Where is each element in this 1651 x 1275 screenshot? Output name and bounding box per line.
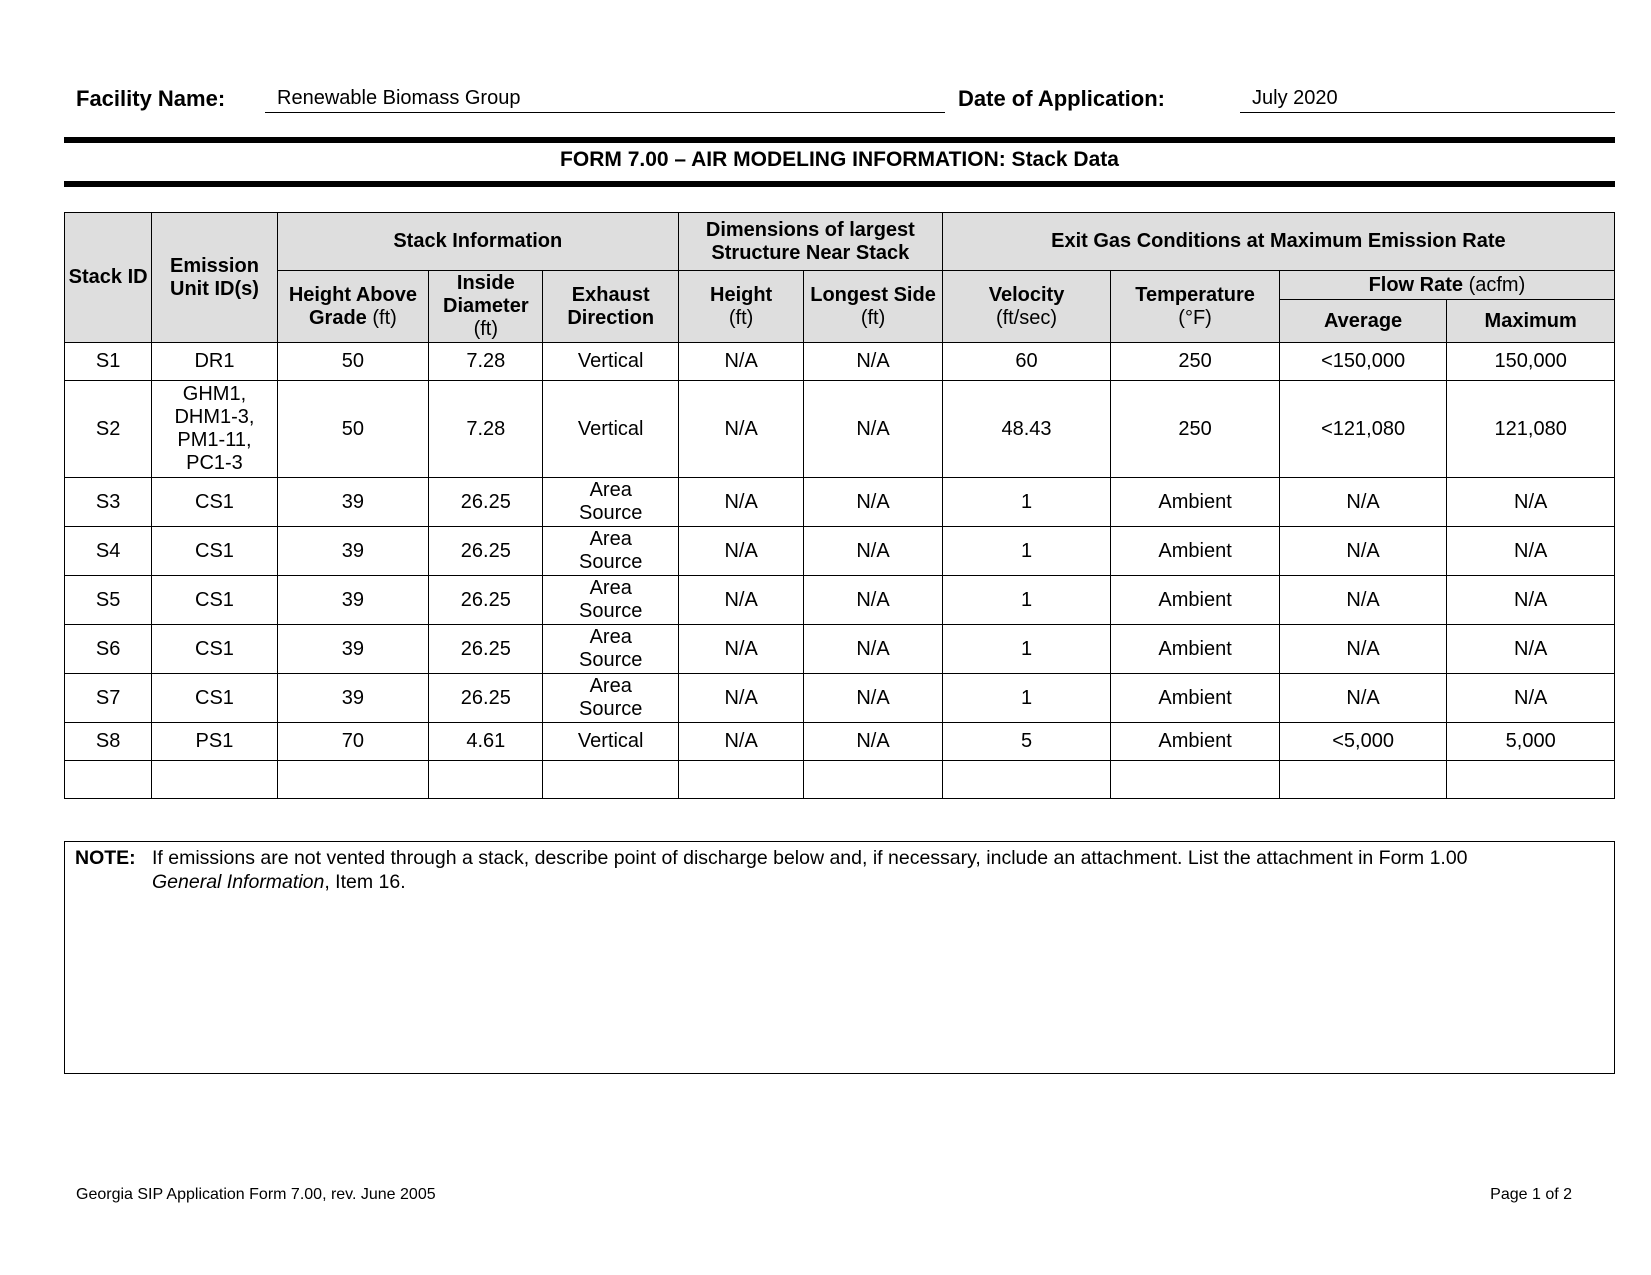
facility-name-label: Facility Name: bbox=[76, 86, 226, 111]
cell-velocity: 5 bbox=[942, 723, 1111, 761]
cell-stack: S7 bbox=[65, 674, 152, 723]
table-row bbox=[65, 343, 1615, 381]
header-emission-unit: Emission Unit ID(s) bbox=[152, 213, 277, 343]
cell-average: N/A bbox=[1279, 478, 1447, 527]
note-box[interactable] bbox=[64, 841, 1615, 1074]
note-text-line1: If emissions are not vented through a stack, describe point of discharge below and, if necessary, include an attachment. List the attachment in Form 1.00 bbox=[152, 847, 1468, 869]
cell-longest-side: N/A bbox=[804, 576, 942, 625]
header-dimensions-structure: Dimensions of largest Structure Near Stack bbox=[678, 213, 942, 271]
date-of-application-field[interactable]: July 2020 bbox=[1240, 83, 1615, 113]
form-title: FORM 7.00 – AIR MODELING INFORMATION: Stack Data bbox=[560, 148, 1119, 171]
cell-temperature: Ambient bbox=[1111, 576, 1280, 625]
cell-maximum: N/A bbox=[1447, 478, 1615, 527]
note-text-line2 bbox=[152, 870, 406, 894]
cell-stack: S1 bbox=[65, 343, 152, 381]
cell-longest-side: N/A bbox=[804, 723, 942, 761]
header-exhaust-direction: Exhaust Direction bbox=[543, 271, 678, 343]
cell-temperature: Ambient bbox=[1111, 478, 1280, 527]
cell-longest-side: N/A bbox=[804, 381, 942, 478]
note-reference-italic: General Information bbox=[152, 871, 325, 893]
cell-unit: CS1 bbox=[152, 527, 277, 576]
cell-height: 50 bbox=[277, 343, 428, 381]
cell-longest-side: N/A bbox=[804, 625, 942, 674]
header-height-above-grade: Height Above Grade (ft) bbox=[277, 271, 428, 343]
cell-stack: S4 bbox=[65, 527, 152, 576]
table-row bbox=[65, 381, 1615, 478]
table-row bbox=[65, 723, 1615, 761]
header-stack-id: Stack ID bbox=[65, 213, 152, 343]
cell-height: 39 bbox=[277, 576, 428, 625]
cell-empty[interactable] bbox=[152, 761, 277, 799]
cell-struct-height: N/A bbox=[678, 625, 803, 674]
cell-diameter: 26.25 bbox=[429, 576, 543, 625]
header-structure-height: Height (ft) bbox=[678, 271, 803, 343]
cell-temperature: 250 bbox=[1111, 343, 1280, 381]
cell-height: 39 bbox=[277, 625, 428, 674]
cell-direction: Area Source bbox=[543, 576, 678, 625]
cell-height: 70 bbox=[277, 723, 428, 761]
cell-velocity: 60 bbox=[942, 343, 1111, 381]
cell-struct-height: N/A bbox=[678, 723, 803, 761]
table-row bbox=[65, 527, 1615, 576]
header-flow-rate: Flow Rate (acfm) bbox=[1279, 271, 1614, 300]
header-temperature: Temperature (°F) bbox=[1111, 271, 1280, 343]
cell-diameter: 26.25 bbox=[429, 527, 543, 576]
cell-empty[interactable] bbox=[1279, 761, 1447, 799]
cell-temperature: Ambient bbox=[1111, 527, 1280, 576]
table-row-empty[interactable] bbox=[65, 761, 1615, 799]
title-rule-top bbox=[64, 137, 1615, 143]
cell-maximum: 150,000 bbox=[1447, 343, 1615, 381]
cell-empty[interactable] bbox=[277, 761, 428, 799]
cell-average: <5,000 bbox=[1279, 723, 1447, 761]
cell-average: N/A bbox=[1279, 576, 1447, 625]
cell-velocity: 1 bbox=[942, 478, 1111, 527]
cell-direction: Vertical bbox=[543, 723, 678, 761]
cell-struct-height: N/A bbox=[678, 576, 803, 625]
header-exit-gas-conditions: Exit Gas Conditions at Maximum Emission Rate bbox=[942, 213, 1614, 271]
header-stack-information: Stack Information bbox=[277, 213, 678, 271]
cell-average: <150,000 bbox=[1279, 343, 1447, 381]
header-longest-side: Longest Side (ft) bbox=[804, 271, 942, 343]
note-label: NOTE: bbox=[75, 847, 136, 869]
cell-average: N/A bbox=[1279, 674, 1447, 723]
cell-maximum: 121,080 bbox=[1447, 381, 1615, 478]
cell-direction: Area Source bbox=[543, 527, 678, 576]
table-row bbox=[65, 625, 1615, 674]
cell-height: 39 bbox=[277, 478, 428, 527]
header-inside-diameter: Inside Diameter (ft) bbox=[429, 271, 543, 343]
cell-temperature: Ambient bbox=[1111, 723, 1280, 761]
cell-velocity: 1 bbox=[942, 625, 1111, 674]
cell-temperature: 250 bbox=[1111, 381, 1280, 478]
cell-stack: S5 bbox=[65, 576, 152, 625]
cell-velocity: 1 bbox=[942, 576, 1111, 625]
cell-average: <121,080 bbox=[1279, 381, 1447, 478]
cell-longest-side: N/A bbox=[804, 343, 942, 381]
cell-velocity: 1 bbox=[942, 674, 1111, 723]
cell-velocity: 1 bbox=[942, 527, 1111, 576]
header-flow-maximum: Maximum bbox=[1447, 300, 1615, 343]
footer-page-number: Page 1 of 2 bbox=[1490, 1186, 1572, 1203]
cell-direction: Area Source bbox=[543, 625, 678, 674]
facility-name-field[interactable]: Renewable Biomass Group bbox=[265, 83, 945, 113]
cell-maximum: N/A bbox=[1447, 527, 1615, 576]
cell-temperature: Ambient bbox=[1111, 674, 1280, 723]
cell-empty[interactable] bbox=[678, 761, 803, 799]
table-row bbox=[65, 478, 1615, 527]
cell-velocity: 48.43 bbox=[942, 381, 1111, 478]
cell-unit: CS1 bbox=[152, 625, 277, 674]
cell-height: 39 bbox=[277, 674, 428, 723]
cell-unit: CS1 bbox=[152, 674, 277, 723]
title-rule-bottom bbox=[64, 181, 1615, 187]
header-velocity: Velocity (ft/sec) bbox=[942, 271, 1111, 343]
cell-unit: CS1 bbox=[152, 576, 277, 625]
cell-direction: Vertical bbox=[543, 343, 678, 381]
date-of-application-label: Date of Application: bbox=[958, 86, 1165, 111]
cell-empty[interactable] bbox=[65, 761, 152, 799]
cell-height: 50 bbox=[277, 381, 428, 478]
cell-struct-height: N/A bbox=[678, 674, 803, 723]
cell-direction: Area Source bbox=[543, 478, 678, 527]
cell-stack: S2 bbox=[65, 381, 152, 478]
cell-maximum: N/A bbox=[1447, 625, 1615, 674]
cell-unit: CS1 bbox=[152, 478, 277, 527]
stack-data-table bbox=[64, 212, 1615, 799]
cell-temperature: Ambient bbox=[1111, 625, 1280, 674]
cell-stack: S6 bbox=[65, 625, 152, 674]
cell-unit: PS1 bbox=[152, 723, 277, 761]
cell-unit: GHM1, DHM1-3, PM1-11, PC1-3 bbox=[152, 381, 277, 478]
cell-empty[interactable] bbox=[942, 761, 1111, 799]
cell-diameter: 26.25 bbox=[429, 674, 543, 723]
cell-direction: Area Source bbox=[543, 674, 678, 723]
table-row bbox=[65, 674, 1615, 723]
cell-diameter: 26.25 bbox=[429, 478, 543, 527]
cell-longest-side: N/A bbox=[804, 674, 942, 723]
cell-average: N/A bbox=[1279, 527, 1447, 576]
cell-struct-height: N/A bbox=[678, 527, 803, 576]
cell-empty[interactable] bbox=[1111, 761, 1280, 799]
table-row bbox=[65, 576, 1615, 625]
cell-average: N/A bbox=[1279, 625, 1447, 674]
cell-longest-side: N/A bbox=[804, 527, 942, 576]
cell-diameter: 26.25 bbox=[429, 625, 543, 674]
footer-form-revision: Georgia SIP Application Form 7.00, rev. June 2005 bbox=[76, 1186, 436, 1203]
cell-diameter: 7.28 bbox=[429, 381, 543, 478]
cell-height: 39 bbox=[277, 527, 428, 576]
cell-stack: S3 bbox=[65, 478, 152, 527]
cell-struct-height: N/A bbox=[678, 343, 803, 381]
cell-direction: Vertical bbox=[543, 381, 678, 478]
cell-empty[interactable] bbox=[804, 761, 942, 799]
cell-unit: DR1 bbox=[152, 343, 277, 381]
cell-stack: S8 bbox=[65, 723, 152, 761]
cell-struct-height: N/A bbox=[678, 478, 803, 527]
cell-empty[interactable] bbox=[543, 761, 678, 799]
cell-diameter: 4.61 bbox=[429, 723, 543, 761]
note-reference-rest: , Item 16. bbox=[324, 871, 406, 893]
cell-struct-height: N/A bbox=[678, 381, 803, 478]
cell-maximum: 5,000 bbox=[1447, 723, 1615, 761]
cell-longest-side: N/A bbox=[804, 478, 942, 527]
cell-diameter: 7.28 bbox=[429, 343, 543, 381]
cell-maximum: N/A bbox=[1447, 674, 1615, 723]
header-flow-average: Average bbox=[1279, 300, 1447, 343]
cell-empty[interactable] bbox=[429, 761, 543, 799]
cell-maximum: N/A bbox=[1447, 576, 1615, 625]
cell-empty[interactable] bbox=[1447, 761, 1615, 799]
